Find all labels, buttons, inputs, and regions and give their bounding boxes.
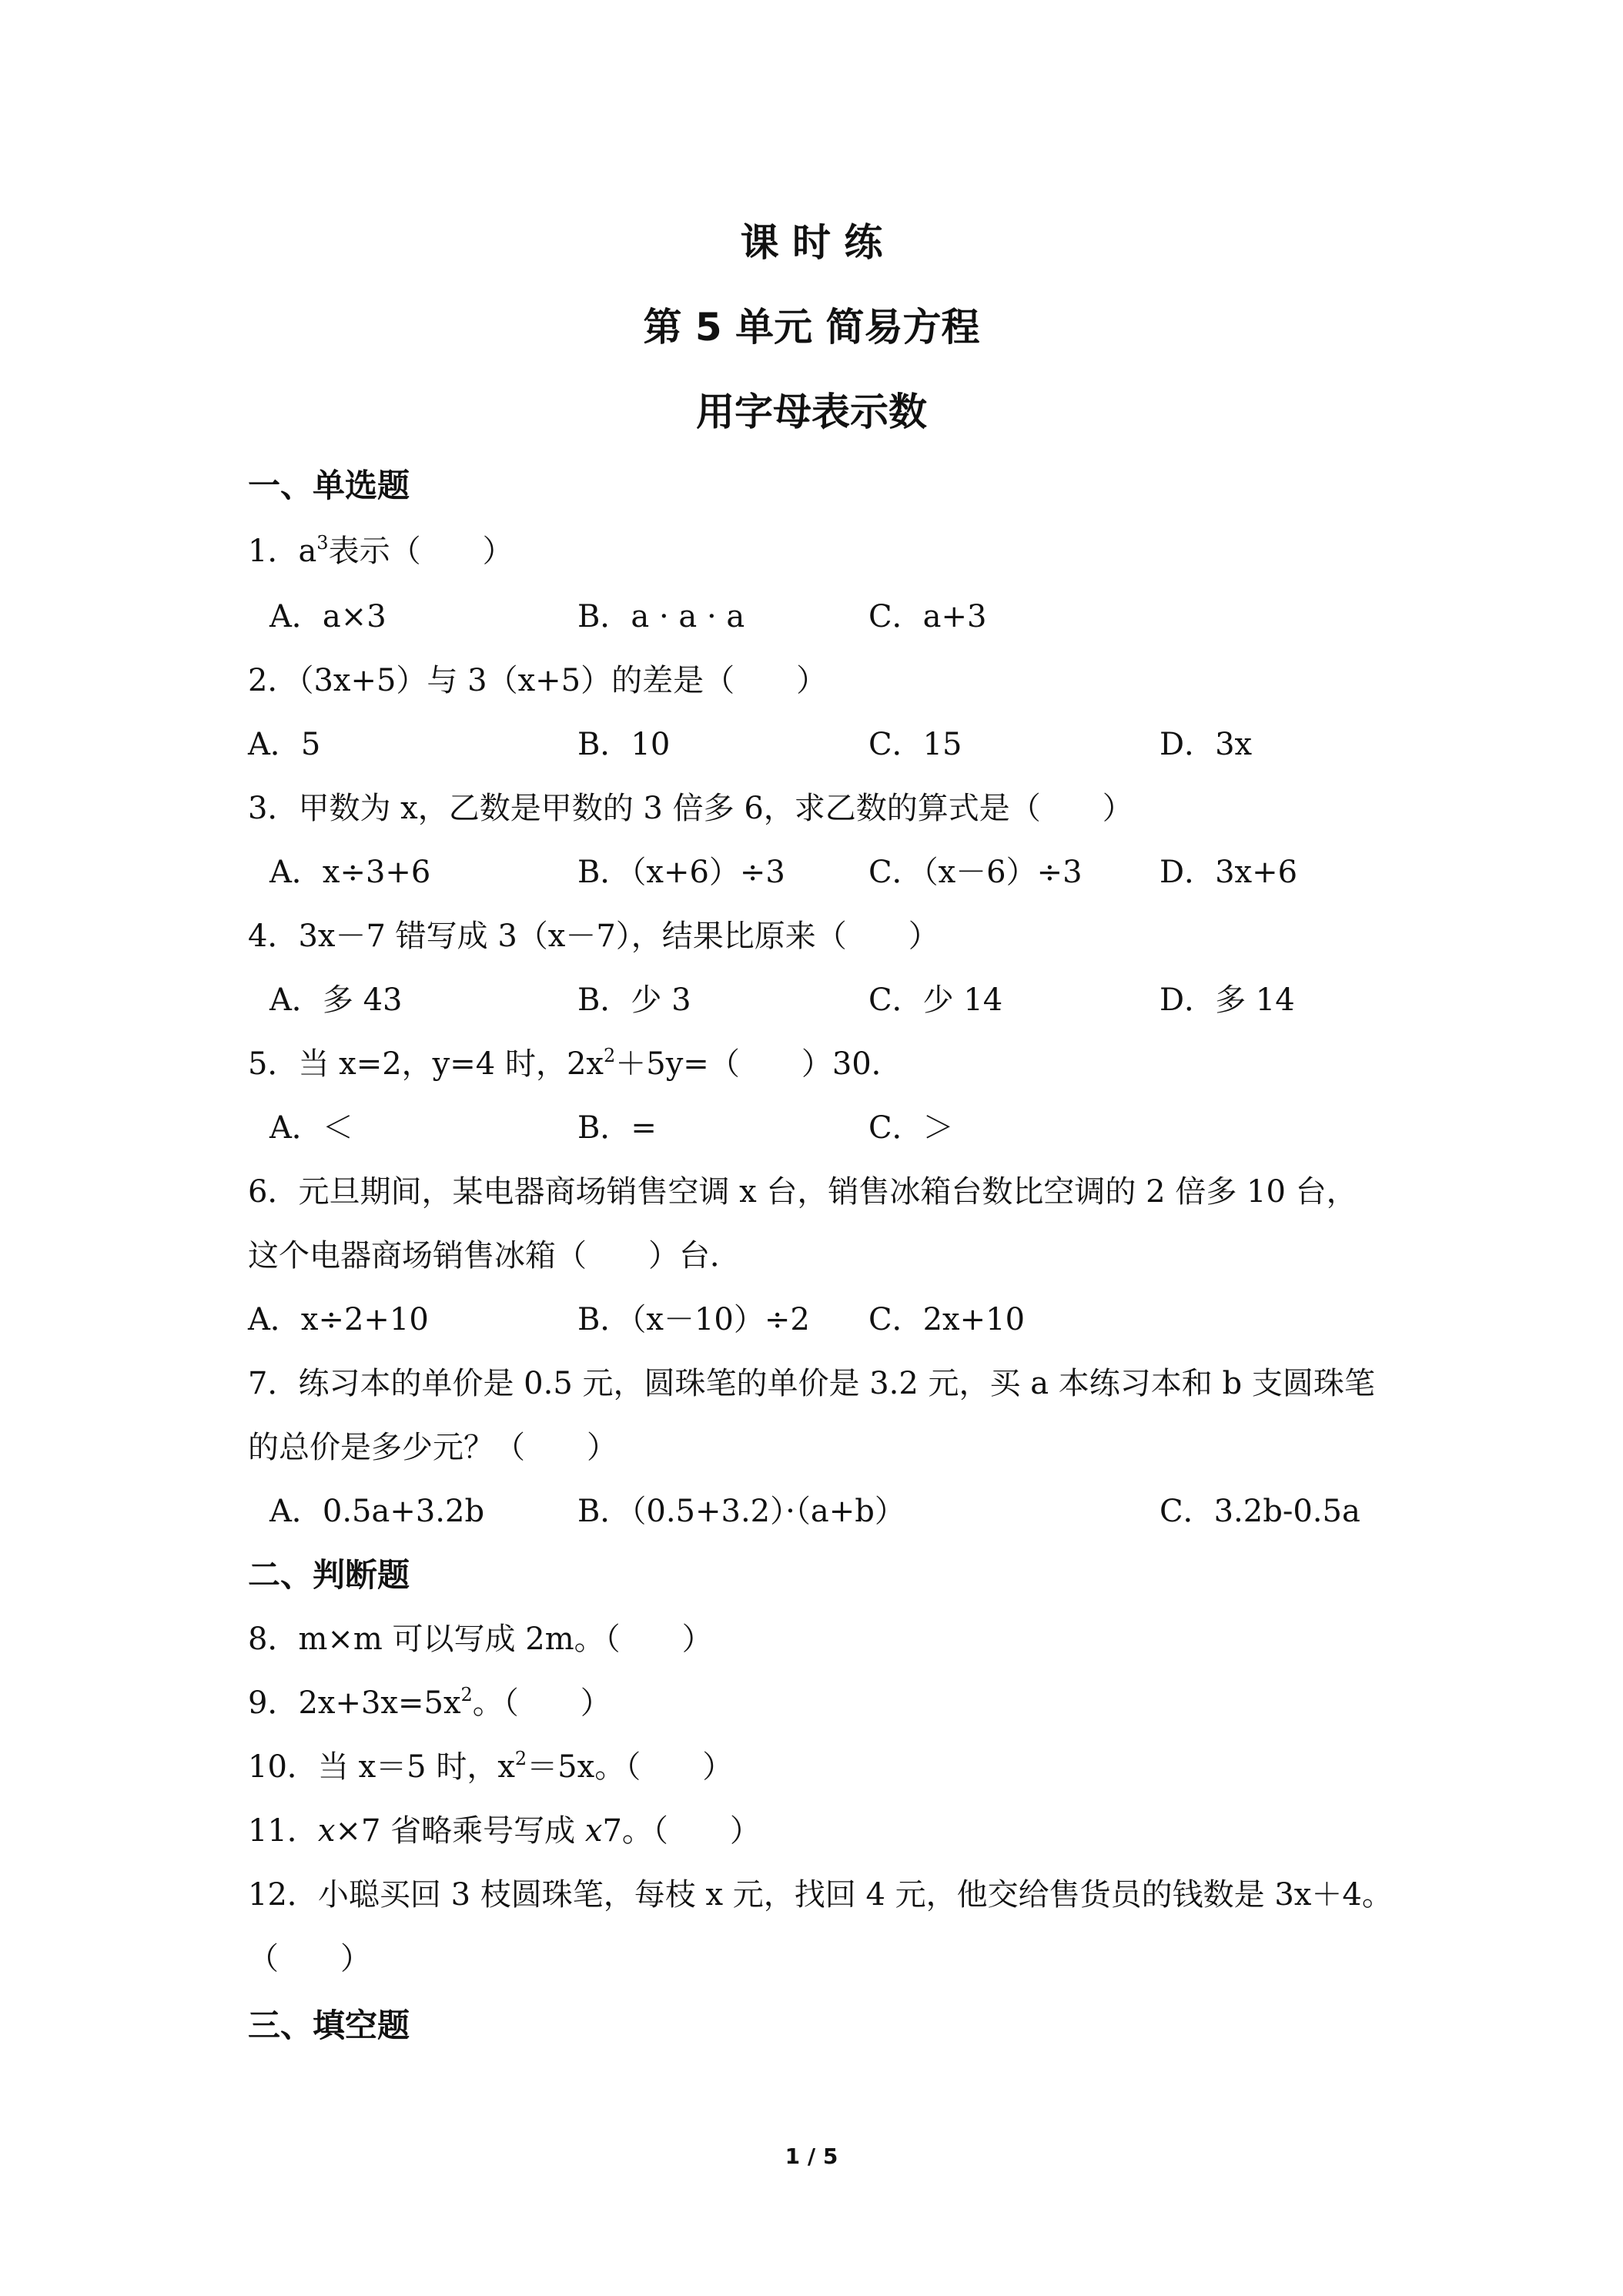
question-6-line-2: 这个电器商场销售冰箱（ ）台． bbox=[248, 1238, 741, 1274]
question-12-line-1: 12．小聪买回 3 枝圆珠笔，每枝 x 元，找回 4 元，他交给售货员的钱数是 3x＋4。 bbox=[248, 1877, 1393, 1913]
section-single-choice: 一、单选题 bbox=[248, 467, 410, 504]
q6-option-b[interactable]: B．（x－10）÷2 bbox=[577, 1302, 810, 1337]
q6-option-a[interactable]: A．x÷2+10 bbox=[248, 1302, 429, 1337]
question-5 bbox=[248, 1044, 902, 1084]
question-5-prefix: 5．当 x=2，y=4 时，2x bbox=[248, 1046, 604, 1082]
q5-option-b[interactable]: B．= bbox=[577, 1110, 657, 1146]
q4-option-b[interactable]: B．少 3 bbox=[577, 982, 691, 1018]
question-1 bbox=[248, 531, 514, 571]
question-2: 2．（3x+5）与 3（x+5）的差是（ ） bbox=[248, 663, 828, 698]
q1-option-a[interactable]: A．a×3 bbox=[269, 599, 387, 634]
question-1-prefix: 1．a bbox=[248, 534, 317, 569]
question-11-var-2: x bbox=[584, 1813, 603, 1849]
question-1-rest: 表示（ ） bbox=[328, 534, 514, 569]
q2-option-a[interactable]: A．5 bbox=[248, 727, 321, 762]
q3-option-c[interactable]: C．（x－6）÷3 bbox=[868, 855, 1083, 890]
section-true-false: 二、判断题 bbox=[248, 1556, 410, 1594]
question-8: 8．m×m 可以写成 2m。（ ） bbox=[248, 1622, 713, 1657]
q1-option-c[interactable]: C．a+3 bbox=[868, 599, 987, 634]
q3-option-d[interactable]: D．3x+6 bbox=[1160, 855, 1298, 890]
question-5-rest: ＋5y=（ ）30． bbox=[615, 1046, 902, 1082]
question-7-line-1: 7．练习本的单价是 0.5 元，圆珠笔的单价是 3.2 元，买 a 本练习本和 b 支圆珠笔 bbox=[248, 1366, 1375, 1401]
q4-option-c[interactable]: C．少 14 bbox=[868, 982, 1003, 1018]
question-10-exponent: 2 bbox=[514, 1748, 527, 1769]
q4-option-a[interactable]: A．多 43 bbox=[269, 982, 403, 1018]
question-3: 3．甲数为 x，乙数是甲数的 3 倍多 6，求乙数的算式是（ ） bbox=[248, 791, 1133, 826]
q2-option-d[interactable]: D．3x bbox=[1160, 727, 1253, 762]
question-10-rest: ＝5x。（ ） bbox=[527, 1749, 734, 1785]
question-11-prefix: 11． bbox=[248, 1813, 318, 1849]
question-11-rest: 7。（ ） bbox=[602, 1813, 761, 1849]
q5-option-a[interactable]: A．＜ bbox=[269, 1110, 353, 1146]
q5-option-c[interactable]: C．＞ bbox=[868, 1110, 954, 1146]
q4-option-d[interactable]: D．多 14 bbox=[1160, 982, 1295, 1018]
q7-option-a[interactable]: A．0.5a+3.2b bbox=[269, 1494, 485, 1529]
question-1-exponent: 3 bbox=[316, 532, 329, 554]
question-5-exponent: 2 bbox=[603, 1045, 616, 1066]
question-7-line-2: 的总价是多少元？（ ） bbox=[248, 1430, 617, 1465]
q7-option-b[interactable]: B．（0.5+3.2）·（a+b） bbox=[577, 1494, 905, 1529]
q2-option-c[interactable]: C．15 bbox=[868, 727, 962, 762]
title-unit: 第 5 单元 简易方程 bbox=[643, 305, 980, 350]
q2-option-b[interactable]: B．10 bbox=[577, 727, 671, 762]
question-9 bbox=[248, 1683, 611, 1723]
question-10-prefix: 10．当 x＝5 时，x bbox=[248, 1749, 515, 1785]
q7-option-c[interactable]: C．3.2b-0.5a bbox=[1160, 1494, 1360, 1529]
title-course: 课 时 练 bbox=[740, 220, 883, 265]
question-11-mid: ×7 省略乘号写成 bbox=[335, 1813, 585, 1849]
question-12-line-2: （ ） bbox=[248, 1941, 371, 1976]
q1-option-b[interactable]: B．a · a · a bbox=[577, 599, 745, 634]
section-fill-blank: 三、填空题 bbox=[248, 2006, 410, 2044]
question-9-prefix: 9．2x+3x=5x bbox=[248, 1685, 461, 1721]
question-6-line-1: 6．元旦期间，某电器商场销售空调 x 台，销售冰箱台数比空调的 2 倍多 10 台， bbox=[248, 1174, 1357, 1210]
question-9-rest: 。（ ） bbox=[472, 1685, 611, 1721]
question-9-exponent: 2 bbox=[460, 1684, 473, 1705]
page-number: 1 / 5 bbox=[785, 2144, 838, 2169]
q6-option-c[interactable]: C．2x+10 bbox=[868, 1302, 1026, 1337]
question-10 bbox=[248, 1747, 733, 1787]
question-11-var-1: x bbox=[317, 1813, 336, 1849]
question-11 bbox=[248, 1811, 761, 1851]
title-lesson: 用字母表示数 bbox=[696, 390, 927, 434]
q3-option-b[interactable]: B．（x+6）÷3 bbox=[577, 855, 785, 890]
question-4: 4．3x－7 错写成 3（x－7），结果比原来（ ） bbox=[248, 919, 939, 954]
q3-option-a[interactable]: A．x÷3+6 bbox=[269, 855, 431, 890]
